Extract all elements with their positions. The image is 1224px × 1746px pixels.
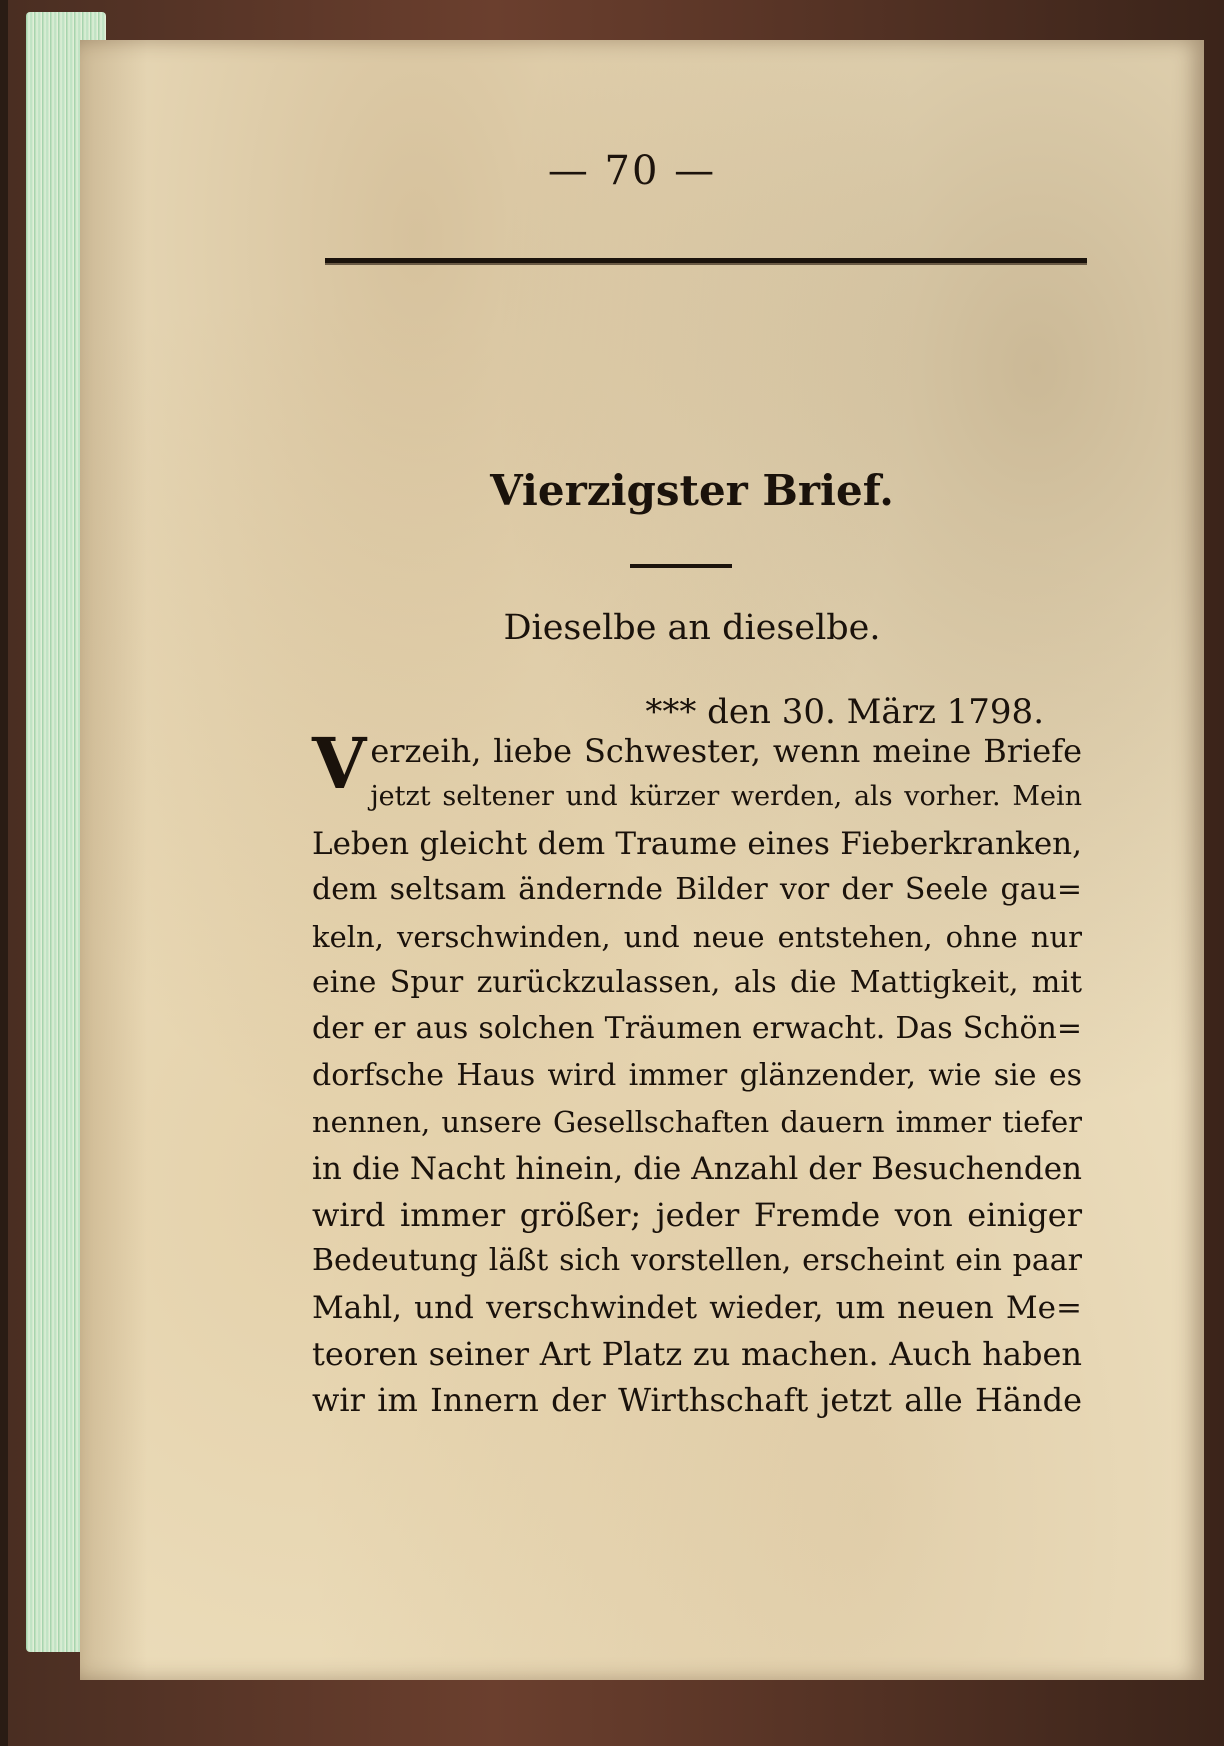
body-line: Mahl, und verschwindet wieder, um neuen Me=	[312, 1289, 1082, 1326]
letter-title: Vierzigster Brief.	[490, 466, 894, 515]
header-rule	[325, 258, 1087, 265]
letter-body	[312, 722, 1082, 1424]
body-line: Leben gleicht dem Traume eines Fieberkranken,	[312, 825, 1082, 862]
title-rule	[630, 564, 732, 568]
body-line: Bedeutung läßt sich vorstellen, erscheint ein paar	[312, 1243, 1082, 1279]
drop-cap: V	[312, 722, 367, 805]
body-line: keln, verschwinden, und neue entstehen, ohne nur	[312, 919, 1082, 954]
page-number: — 70 —	[547, 148, 717, 194]
body-line: teoren seiner Art Platz zu machen. Auch haben	[312, 1335, 1082, 1374]
body-line: eine Spur zurückzulassen, als die Mattigkeit, mit	[312, 964, 1082, 1000]
body-line: dorfsche Haus wird immer glänzender, wie sie es	[312, 1057, 1082, 1093]
body-line: Verzeih, liebe Schwester, wenn meine Briefe	[312, 722, 1082, 805]
body-line: nennen, unsere Gesellschaften dauern immer tiefer	[312, 1105, 1082, 1140]
body-line: dem seltsam ändernde Bilder vor der Seele gau=	[312, 872, 1082, 908]
letter-subtitle: Dieselbe an dieselbe.	[503, 608, 881, 648]
letter-dateline: *** den 30. März 1798.	[645, 692, 1044, 732]
body-line: der er aus solchen Träumen erwacht. Das Schön=	[312, 1011, 1082, 1047]
body-line: wir im Innern der Wirthschaft jetzt alle Hände	[312, 1381, 1082, 1420]
body-line: in die Nacht hinein, die Anzahl der Besuchenden	[312, 1150, 1082, 1187]
body-line: wird immer größer; jeder Fremde von einiger	[312, 1195, 1082, 1234]
body-line: jetzt seltener und kürzer werden, als vorher. Mein	[370, 781, 1082, 813]
